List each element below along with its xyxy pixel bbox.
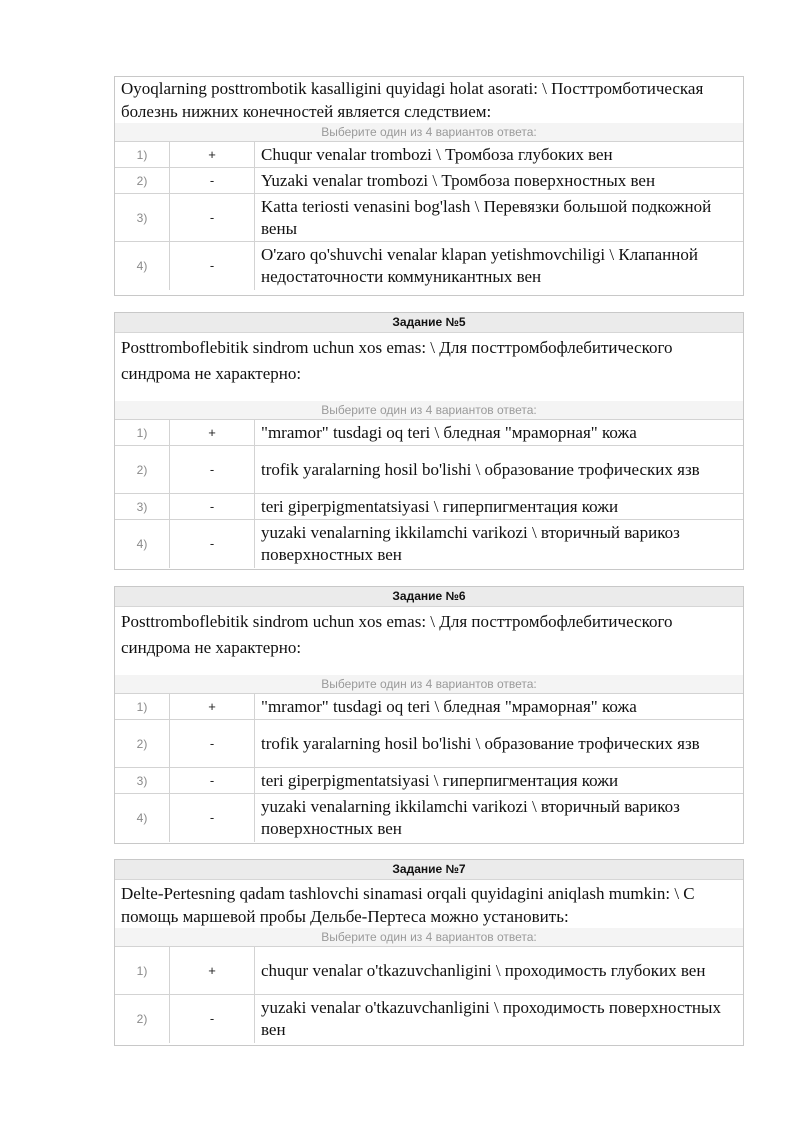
option-mark: + <box>170 947 255 995</box>
option-number: 2) <box>115 720 170 768</box>
answer-row[interactable] <box>115 947 743 995</box>
answer-row[interactable] <box>115 420 743 446</box>
option-text: "mramor" tusdagi oq teri \ бледная "мраморная" кожа <box>255 420 744 446</box>
option-number: 2) <box>115 995 170 1043</box>
option-text: O'zaro qo'shuvchi venalar klapan yetishmovchiligi \ Клапанной недостаточности коммуникантных вен <box>255 242 744 290</box>
answer-row[interactable] <box>115 194 743 242</box>
answer-table <box>115 946 743 1043</box>
answer-row[interactable] <box>115 168 743 194</box>
option-text: trofik yaralarning hosil bo'lishi \ образование трофических язв <box>255 446 744 494</box>
answer-row[interactable] <box>115 995 743 1043</box>
option-number: 3) <box>115 494 170 520</box>
option-text: teri giperpigmentatsiyasi \ гиперпигментация кожи <box>255 768 744 794</box>
answer-row[interactable] <box>115 142 743 168</box>
instruction-text: Выберите один из 4 вариантов ответа: <box>115 928 743 946</box>
option-text: teri giperpigmentatsiyasi \ гиперпигментация кожи <box>255 494 744 520</box>
option-mark: - <box>170 794 255 842</box>
task-header: Задание №7 <box>115 860 743 880</box>
task-header: Задание №6 <box>115 587 743 607</box>
question-text: Posttromboflebitik sindrom uchun xos emas: \ Для посттромбофлебитического синдрома не характерно: <box>121 612 673 657</box>
option-number: 3) <box>115 194 170 242</box>
answer-row[interactable] <box>115 720 743 768</box>
task-6 <box>114 586 744 844</box>
option-number: 1) <box>115 694 170 720</box>
option-mark: - <box>170 995 255 1043</box>
option-text: Katta teriosti venasini bog'lash \ Перевязки большой подкожной вены <box>255 194 744 242</box>
option-number: 1) <box>115 420 170 446</box>
option-mark: - <box>170 520 255 568</box>
option-text: yuzaki venalarning ikkilamchi varikozi \ вторичный варикоз поверхностных вен <box>255 520 744 568</box>
answer-row[interactable] <box>115 242 743 290</box>
option-mark: - <box>170 242 255 290</box>
instruction-text: Выберите один из 4 вариантов ответа: <box>115 123 743 141</box>
option-number: 3) <box>115 768 170 794</box>
task-4 <box>114 76 744 296</box>
option-mark: - <box>170 720 255 768</box>
option-text: chuqur venalar o'tkazuvchanligini \ проходимость глубоких вен <box>255 947 744 995</box>
option-text: yuzaki venalar o'tkazuvchanligini \ проходимость поверхностных вен <box>255 995 744 1043</box>
option-mark: - <box>170 168 255 194</box>
option-text: Chuqur venalar trombozi \ Тромбоза глубоких вен <box>255 142 744 168</box>
task-7 <box>114 859 744 1046</box>
option-mark: - <box>170 446 255 494</box>
answer-table <box>115 141 743 290</box>
task-header: Задание №5 <box>115 313 743 333</box>
answer-row[interactable] <box>115 794 743 842</box>
option-mark: + <box>170 694 255 720</box>
option-number: 4) <box>115 242 170 290</box>
option-number: 4) <box>115 794 170 842</box>
option-text: "mramor" tusdagi oq teri \ бледная "мраморная" кожа <box>255 694 744 720</box>
answer-row[interactable] <box>115 768 743 794</box>
option-text: Yuzaki venalar trombozi \ Тромбоза поверхностных вен <box>255 168 744 194</box>
task-5 <box>114 312 744 570</box>
option-mark: + <box>170 420 255 446</box>
instruction-text: Выберите один из 4 вариантов ответа: <box>115 401 743 419</box>
option-text: trofik yaralarning hosil bo'lishi \ образование трофических язв <box>255 720 744 768</box>
option-number: 2) <box>115 168 170 194</box>
option-number: 4) <box>115 520 170 568</box>
question-text: Delte-Pertesning qadam tashlovchi sinamasi orqali quyidagini aniqlash mumkin: \ С помощь маршевой пробы Дельбе-Пертеса можно установить: <box>121 884 695 926</box>
option-text: yuzaki venalarning ikkilamchi varikozi \ вторичный варикоз поверхностных вен <box>255 794 744 842</box>
option-mark: - <box>170 194 255 242</box>
answer-table <box>115 693 743 842</box>
option-mark: + <box>170 142 255 168</box>
answer-row[interactable] <box>115 694 743 720</box>
option-number: 1) <box>115 142 170 168</box>
answer-row[interactable] <box>115 520 743 568</box>
option-mark: - <box>170 494 255 520</box>
instruction-text: Выберите один из 4 вариантов ответа: <box>115 675 743 693</box>
option-mark: - <box>170 768 255 794</box>
option-number: 1) <box>115 947 170 995</box>
answer-row[interactable] <box>115 446 743 494</box>
answer-row[interactable] <box>115 494 743 520</box>
question-text: Oyoqlarning posttrombotik kasalligini quyidagi holat asorati: \ Посттромботическая болезнь нижних конечностей является следствием: <box>121 79 704 121</box>
answer-table <box>115 419 743 568</box>
question-text: Posttromboflebitik sindrom uchun xos emas: \ Для посттромбофлебитического синдрома не характерно: <box>121 338 673 383</box>
option-number: 2) <box>115 446 170 494</box>
